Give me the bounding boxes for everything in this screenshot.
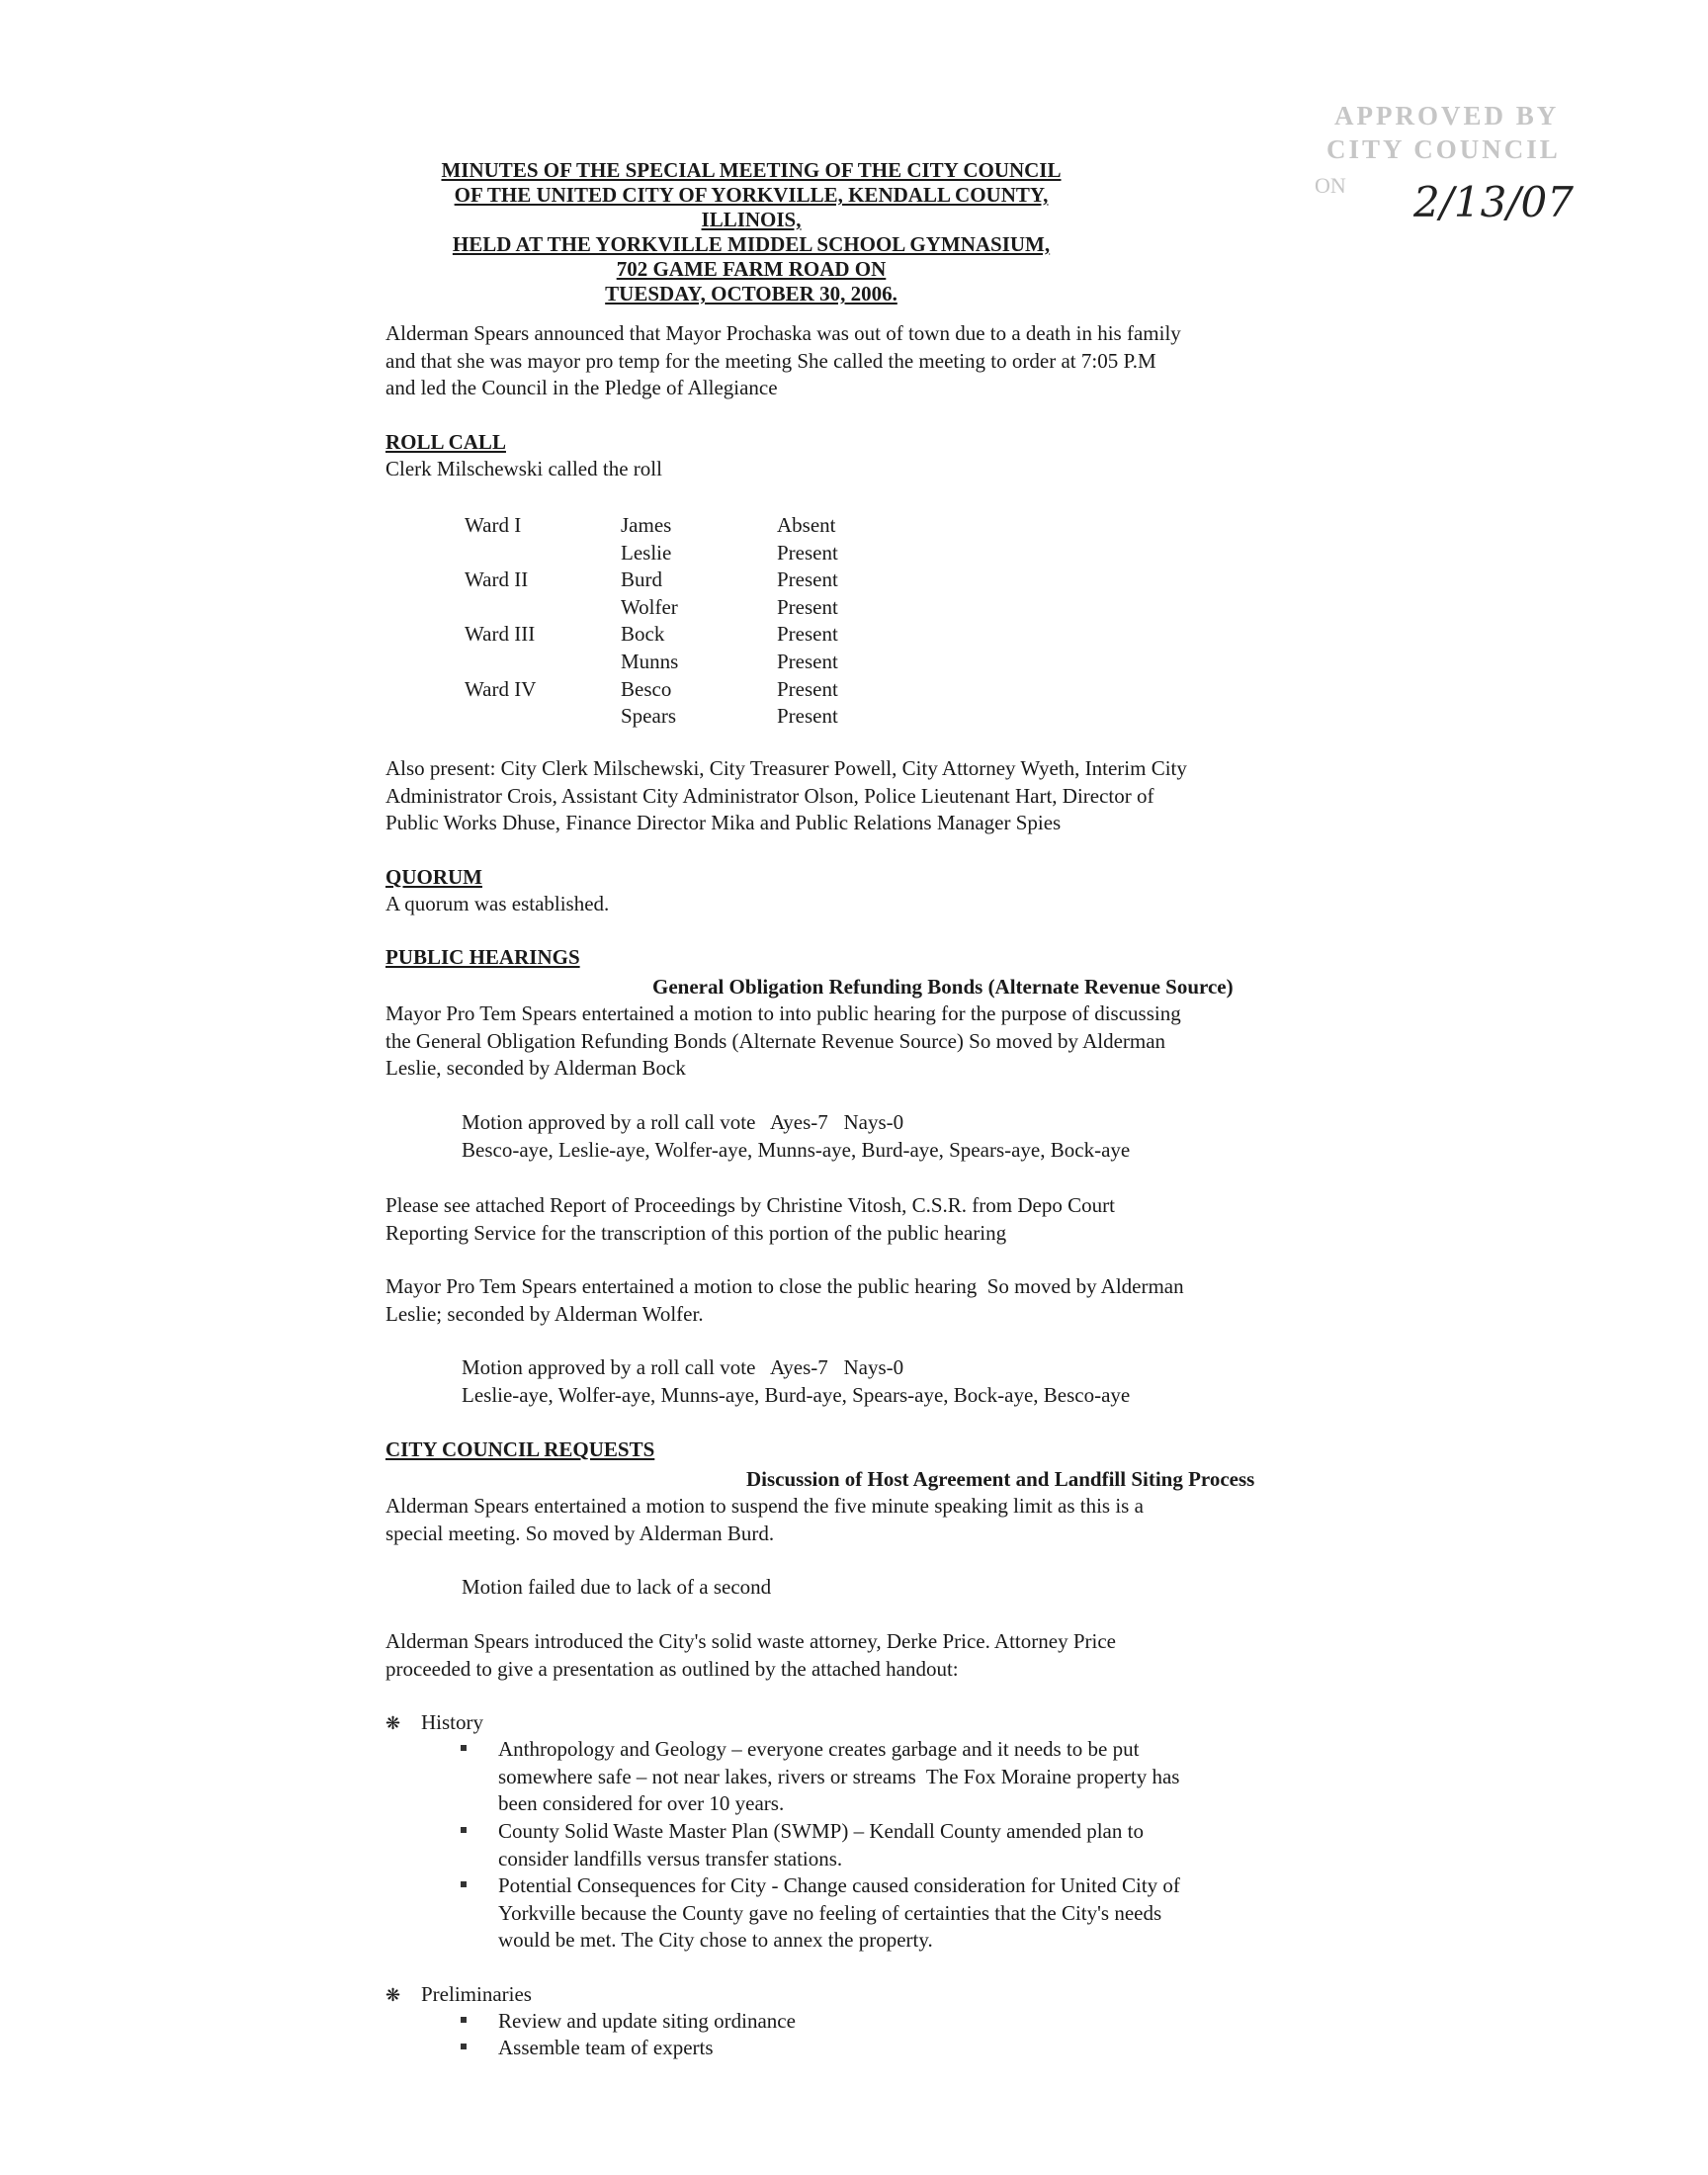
diamond-bullet-icon: ❋ [385,1713,401,1733]
name-cell: Leslie [621,540,672,565]
text-line: the General Obligation Refunding Bonds (Alternate Revenue Source) So moved by Alderman [385,1028,1166,1053]
vote-detail: Besco-aye, Leslie-aye, Wolfer-aye, Munns-aye, Burd-aye, Spears-aye, Bock-aye [462,1137,1131,1162]
name-cell: James [621,513,672,537]
diamond-bullet-icon: ❋ [385,1985,401,2005]
motion-failed-text: Motion failed due to lack of a second [462,1575,772,1599]
status-cell: Present [777,594,838,619]
status-cell: Present [777,622,838,647]
roll-call-table [465,512,838,731]
public-hearings-heading: PUBLIC HEARINGS [385,945,580,969]
document-title [415,158,1087,306]
text-line: Assemble team of experts [498,2036,714,2059]
text-line: Review and update siting ordinance [498,2009,796,2033]
text-line: Also present: City Clerk Milschewski, City Treasurer Powell, City Attorney Wyeth, Interim City [385,756,1187,780]
table-row [465,703,838,731]
square-bullet-icon [461,1881,467,1887]
text-line: been considered for over 10 years. [498,1791,785,1815]
status-cell: Present [777,649,838,673]
table-row [465,594,838,622]
text-line: Anthropology and Geology – everyone creates garbage and it needs to be put [498,1737,1140,1761]
square-bullet-icon [461,2017,467,2023]
status-cell: Present [777,676,838,701]
title-line: MINUTES OF THE SPECIAL MEETING OF THE CITY COUNCIL [441,158,1062,182]
vote-summary: Motion approved by a roll call vote Ayes-7 Nays-0 [462,1355,904,1379]
title-line: 702 GAME FARM ROAD ON [616,257,887,281]
ward-cell: Ward IV [465,676,537,701]
text-line: Public Works Dhuse, Finance Director Mika and Public Relations Manager Spies [385,811,1062,834]
square-bullet-icon [461,1827,467,1833]
ward-cell [465,649,621,676]
vote-block-2 [462,1354,1130,1409]
text-line: Mayor Pro Tem Spears entertained a motion to close the public hearing So moved by Alderman [385,1274,1184,1298]
title-line: OF THE UNITED CITY OF YORKVILLE, KENDALL COUNTY, ILLINOIS, [454,183,1049,231]
status-cell: Present [777,704,838,729]
stamp-line-2: CITY COUNCIL [1326,134,1561,164]
text-line: Alderman Spears entertained a motion to suspend the five minute speaking limit as this is a [385,1494,1144,1518]
name-cell: Munns [621,649,679,673]
text-line: special meeting. So moved by Alderman Burd. [385,1521,775,1545]
name-cell: Spears [621,704,676,729]
public-hearings-paragraph-1 [385,1000,1334,1083]
name-cell: Besco [621,676,672,701]
ward-cell [465,594,621,622]
title-line: TUESDAY, OCTOBER 30, 2006. [605,282,897,305]
quorum-text: A quorum was established. [385,892,610,915]
public-hearings-paragraph-3 [385,1273,1334,1328]
table-row [465,566,838,594]
text-line: Yorkville because the County gave no feeling of certainties that the City's needs [498,1900,1162,1925]
public-hearings-subhead: General Obligation Refunding Bonds (Alternate Revenue Source) [652,975,1234,999]
text-line: Potential Consequences for City - Change caused consideration for United City of [498,1873,1180,1897]
table-row [465,512,838,540]
council-requests-paragraph-1 [385,1493,1334,1547]
text-line: Reporting Service for the transcription of this portion of the public hearing [385,1220,1007,1245]
text-line: would be met. The City chose to annex the property. [498,1928,933,1952]
table-row [465,621,838,649]
outline-preliminaries [385,1981,532,2009]
approval-stamp [1315,99,1591,227]
table-row [465,540,838,567]
stamp-line-1: APPROVED BY [1334,101,1560,130]
text-line: Administrator Crois, Assistant City Administrator Olson, Police Lieutenant Hart, Director of [385,783,1154,808]
name-cell: Bock [621,622,665,647]
also-present-paragraph [385,755,1334,837]
text-line: Leslie, seconded by Alderman Bock [385,1056,686,1080]
ward-cell [465,703,621,731]
ward-cell: Ward III [465,622,536,647]
ward-cell [465,540,621,567]
council-requests-subhead: Discussion of Host Agreement and Landfill Siting Process [746,1467,1255,1491]
outline-history [385,1709,483,1737]
quorum-heading: QUORUM [385,865,482,889]
ward-cell: Ward I [465,513,522,537]
roll-call-heading: ROLL CALL [385,430,506,454]
text-line: Please see attached Report of Proceedings by Christine Vitosh, C.S.R. from Depo Court [385,1193,1115,1217]
status-cell: Present [777,567,838,592]
text-line: Alderman Spears introduced the City's solid waste attorney, Derke Price. Attorney Price [385,1629,1116,1653]
vote-detail: Leslie-aye, Wolfer-aye, Munns-aye, Burd-aye, Spears-aye, Bock-aye, Besco-aye [462,1382,1131,1407]
council-requests-heading: CITY COUNCIL REQUESTS [385,1437,655,1461]
vote-block-1 [462,1109,1130,1164]
intro-paragraph [385,320,1334,402]
title-line: HELD AT THE YORKVILLE MIDDEL SCHOOL GYMNASIUM, [452,232,1051,256]
council-requests-paragraph-2 [385,1628,1334,1683]
outline-preliminaries-label: Preliminaries [421,1982,532,2006]
ward-cell: Ward II [465,567,529,592]
status-cell: Present [777,540,838,565]
stamp-date: 2/13/07 [1413,178,1574,226]
square-bullet-icon [461,1745,467,1751]
text-line: Alderman Spears announced that Mayor Prochaska was out of town due to a death in his family [385,321,1181,345]
roll-call-text: Clerk Milschewski called the roll [385,457,662,480]
table-row [465,676,838,704]
table-row [465,649,838,676]
text-line: Leslie; seconded by Alderman Wolfer. [385,1301,704,1326]
text-line: and that she was mayor pro temp for the meeting She called the meeting to order at 7:05 P.M [385,348,1156,373]
vote-summary: Motion approved by a roll call vote Ayes-7 Nays-0 [462,1110,904,1134]
name-cell: Burd [621,567,662,592]
square-bullet-icon [461,2044,467,2049]
outline-history-label: History [421,1710,483,1734]
public-hearings-paragraph-2 [385,1192,1334,1247]
text-line: County Solid Waste Master Plan (SWMP) – Kendall County amended plan to [498,1819,1144,1843]
text-line: consider landfills versus transfer stations. [498,1846,843,1870]
text-line: Mayor Pro Tem Spears entertained a motion to into public hearing for the purpose of discussing [385,1001,1181,1025]
stamp-line-3: ON [1315,173,1346,198]
text-line: and led the Council in the Pledge of Allegiance [385,376,778,399]
name-cell: Wolfer [621,594,678,619]
status-cell: Absent [777,513,836,537]
text-line: proceeded to give a presentation as outlined by the attached handout: [385,1656,959,1681]
text-line: somewhere safe – not near lakes, rivers or streams The Fox Moraine property has [498,1764,1180,1788]
